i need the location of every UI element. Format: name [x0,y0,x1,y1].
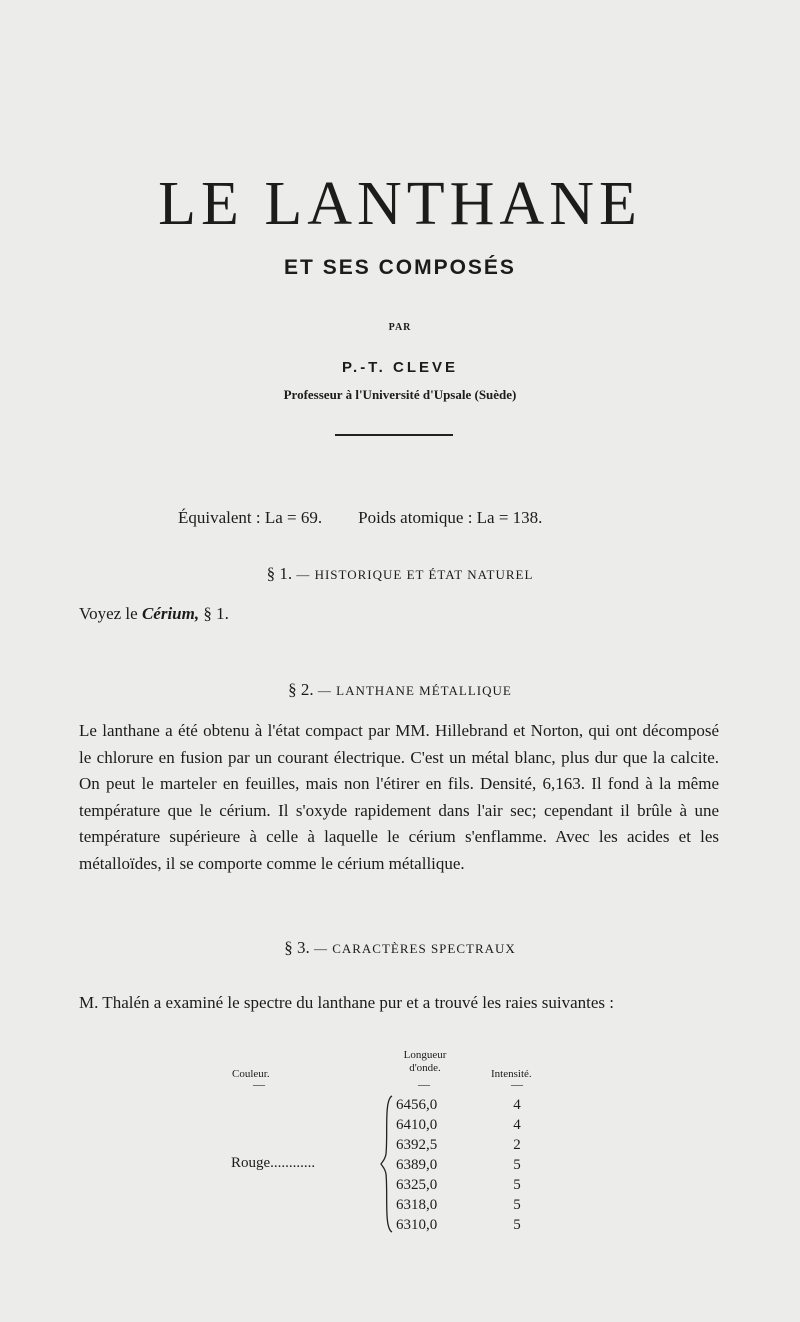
equivalent-line [178,508,542,528]
section-number: § 3. [284,938,310,957]
table-row-wavelength: 6392,5 [396,1137,438,1153]
header-dash: — [253,1077,265,1091]
header-dash: — [511,1077,523,1091]
table-row-intensity: 5 [513,1157,521,1173]
section-heading-1 [0,564,800,584]
header-couleur: Couleur. [232,1068,270,1080]
spectrum-intro: M. Thalén a examiné le spectre du lanthane pur et a trouvé les raies suivantes : [79,993,614,1012]
table-row-intensity: 4 [513,1117,521,1133]
by-label: PAR [388,322,412,333]
header-longueur-line1: Longueur [403,1049,447,1061]
intensity-column [510,1095,524,1235]
cross-reference-section: § 1. [203,604,229,623]
cross-reference [79,604,229,624]
atomic-weight-text: Poids atomique : La = 138. [358,508,543,527]
author-name: P.-T. CLEVE [341,359,459,376]
table-row-intensity: 5 [513,1177,521,1193]
equivalent-text: Équivalent : La = 69. [178,508,323,527]
page-subtitle: ET SES COMPOSÉS [284,256,516,279]
brace-icon [380,1094,394,1234]
header-longueur-line2: d'onde. [409,1062,441,1074]
table-row-wavelength: 6456,0 [396,1097,438,1113]
table-row-intensity: 2 [513,1137,521,1153]
header-longueur [397,1049,453,1075]
cross-reference-prefix: Voyez le [79,604,138,623]
title-divider [335,434,453,436]
table-row-wavelength: 6410,0 [396,1117,438,1133]
table-row-intensity: 5 [513,1217,521,1233]
table-row-intensity: 5 [513,1197,521,1213]
body-paragraph: Le lanthane a été obtenu à l'état compact par MM. Hillebrand et Norton, qui ont décomposé le chlorure en fusion par un courant électrique. C'est un métal blanc, plus dur que la calcite. On peut le marteler en feuilles, mais non l'étirer en fils. Densité, 6,163. Il fond à la même température que le cérium. Il s'oxyde rapidement dans l'air sec; cependant il brûle à une température supérieure à celle à laquelle le cérium s'enflamme. Avec les acides et les métalloïdes, il se comporte comme le cérium métallique. [79,721,719,873]
section-title: — HISTORIQUE ET ÉTAT NATUREL [296,567,534,582]
section-title: — LANTHANE MÉTALLIQUE [317,683,512,698]
cross-reference-target: Cérium, [141,604,200,623]
section-heading-3 [0,938,800,958]
wavelength-column [396,1095,437,1235]
header-dash: — [418,1077,430,1091]
section-heading-2 [0,680,800,700]
section-title: — CARACTÈRES SPECTRAUX [313,941,516,956]
page-title: LE LANTHANE [158,170,642,238]
header-intensite: Intensité. [491,1068,532,1080]
table-row-wavelength: 6325,0 [396,1177,438,1193]
table-row-wavelength: 6318,0 [396,1197,438,1213]
author-affiliation: Professeur à l'Université d'Upsale (Suède) [283,387,517,402]
section-number: § 2. [288,680,314,699]
section-number: § 1. [266,564,293,583]
color-label: Rouge............ [231,1155,316,1171]
table-row-intensity: 4 [513,1097,521,1113]
table-row-wavelength: 6389,0 [396,1157,438,1173]
table-row-wavelength: 6310,0 [396,1217,438,1233]
